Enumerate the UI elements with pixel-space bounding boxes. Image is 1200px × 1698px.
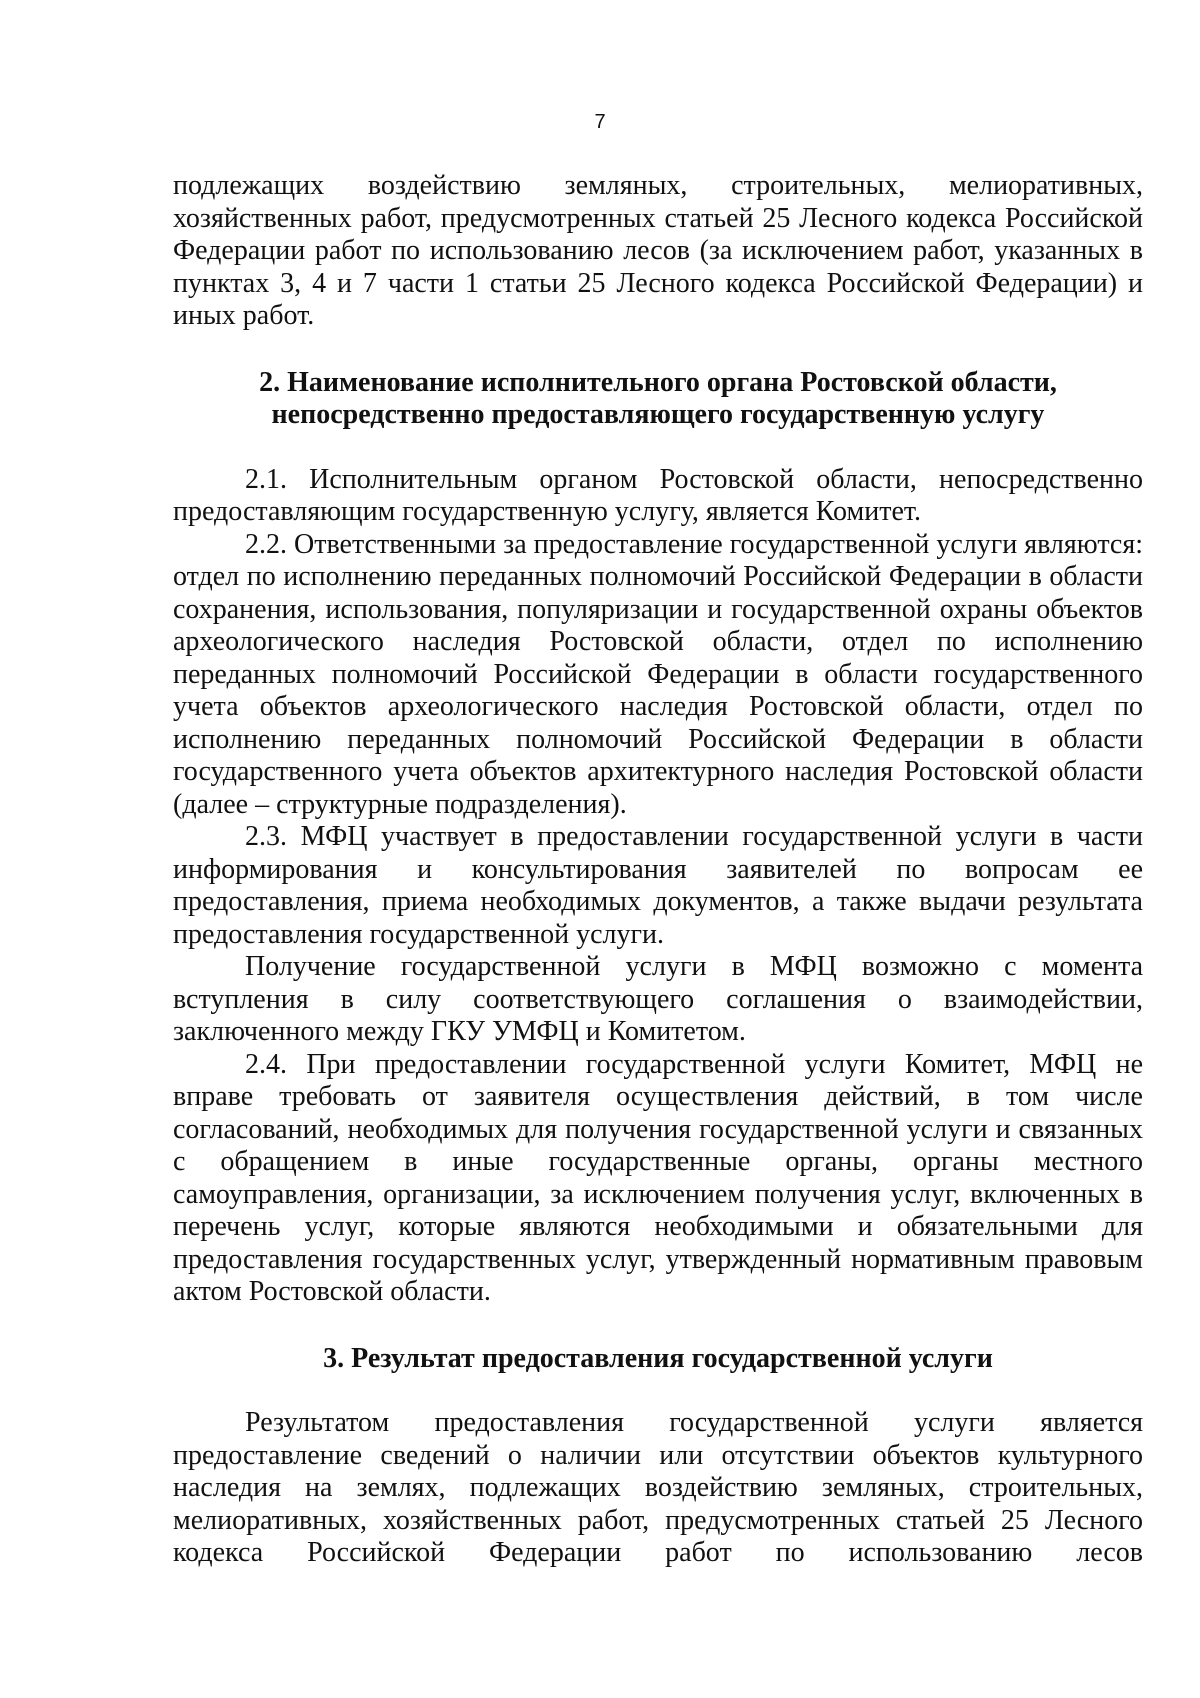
paragraph-3-result: Результатом предоставления государственной услуги является предоставление сведений о наличии или отсутствии объектов культурного наследия на землях, подлежащих воздействию земляных, строительных, мелиоративных, хозяйственных работ, предусмотренных статьей 25 Лесного кодекса Российской Федерации работ по использованию лесов xyxy=(173,1407,1143,1568)
document-body xyxy=(173,170,1143,1570)
paragraph-2-4: 2.4. При предоставлении государственной услуги Комитет, МФЦ не вправе требовать от заявителя осуществления действий, в том числе согласований, необходимых для получения государственной услуги и связанных с обращением в иные государственные органы, органы местного самоуправления, организации, за исключением получения услуг, включенных в перечень услуг, которые являются необходимыми и обязательными для предоставления государственных услуг, утвержденный нормативным правовым актом Ростовской области. xyxy=(173,1048,1143,1307)
paragraph-2-2: 2.2. Ответственными за предоставление государственной услуги являются: отдел по исполнению переданных полномочий Российской Федерации в области сохранения, использования, популяризации и государственной охраны объектов археологического наследия Ростовской области, отдел по исполнению переданных полномочий Российской Федерации в области государственного учета объектов археологического наследия Ростовской области, отдел по исполнению переданных полномочий Российской Федерации в области государственного учета объектов архитектурного наследия Ростовской области (далее – структурные подразделения). xyxy=(173,528,1143,820)
section-3-body xyxy=(173,1407,1143,1570)
section-2-heading xyxy=(173,367,1143,432)
paragraph-2-3: 2.3. МФЦ участвует в предоставлении государственной услуги в части информирования и консультирования заявителей по вопросам ее предоставления, приема необходимых документов, а также выдачи результата предоставления государственной услуги. xyxy=(173,821,1143,950)
intro-paragraph: подлежащих воздействию земляных, строительных, мелиоративных, хозяйственных работ, предусмотренных статьей 25 Лесного кодекса Российской Федерации работ по использованию лесов (за исключением работ, указанных в пунктах 3, 4 и 7 части 1 статьи 25 Лесного кодекса Российской Федерации) и иных работ. xyxy=(173,170,1143,331)
section-2-heading-line-1: 2. Наименование исполнительного органа Ростовской области, xyxy=(259,366,1057,398)
page-number: 7 xyxy=(594,111,606,133)
section-2-heading-line-2: непосредственно предоставляющего государственную услугу xyxy=(271,399,1045,430)
paragraph-2-1: 2.1. Исполнительным органом Ростовской области, непосредственно предоставляющим государственную услугу, является Комитет. xyxy=(173,463,1143,527)
section-2-body xyxy=(173,464,1143,1309)
section-3-heading: 3. Результат предоставления государственной услуги xyxy=(323,1342,993,1374)
paragraph-2-3-mfc: Получение государственной услуги в МФЦ возможно с момента вступления в силу соответствующего соглашения о взаимодействии, заключенного между ГКУ УМФЦ и Комитетом. xyxy=(173,951,1143,1047)
